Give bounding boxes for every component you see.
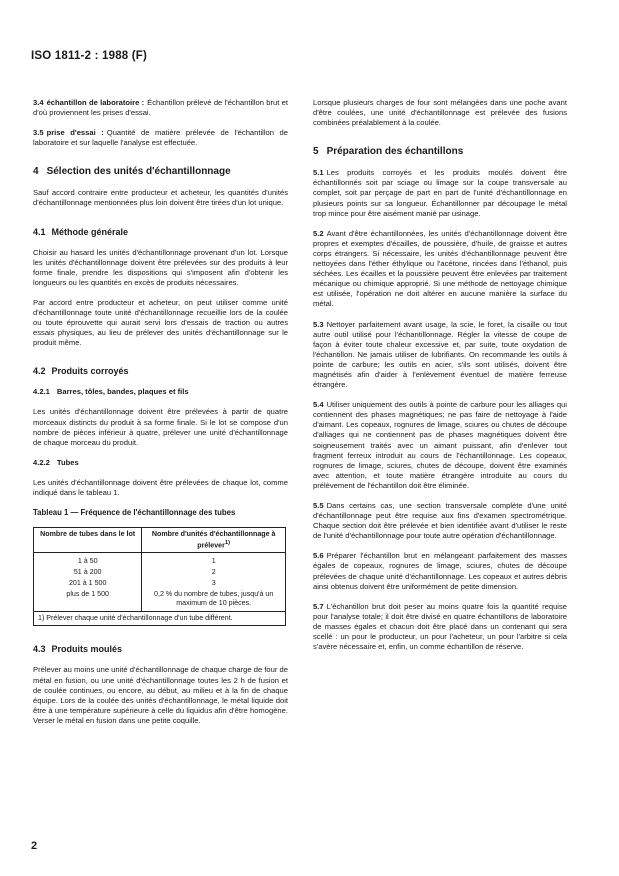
clause-number: 3.5 — [33, 128, 44, 138]
section-5-heading — [313, 146, 567, 158]
section-4-1-heading — [33, 227, 288, 238]
cell-units: 2 — [142, 567, 286, 578]
clause-number: 3.4 — [33, 98, 44, 107]
section-4-3-text: Prélever au moins une unité d'échantillonnage de chaque charge de four de métal en fusion, ou une unité d'échantillonnage toutes les 2 h de fusion et de coulée continues, ou encore, au début, au milieu et à la fin de chaque équipe. Lors de la coulée des unités d'échantillonnage, le métal liquide doit être à une température supérieure à celle du liquidus afin d'être homogène. Verser le métal en fusion dans une petite coquille. — [33, 665, 288, 725]
cell-lot: plus de 1 500 — [34, 589, 142, 612]
term: échantillon de laboratoire : — [46, 98, 145, 107]
clause-5-1 — [313, 168, 567, 218]
clause-number: 5.6 — [313, 551, 324, 561]
section-number: 4 — [33, 166, 39, 178]
clause-number: 5.4 — [313, 400, 324, 410]
clause-5-6 — [313, 551, 567, 591]
left-column — [33, 98, 288, 726]
cell-units: 1 — [142, 553, 286, 568]
section-4-2-heading — [33, 366, 288, 377]
section-title: Sélection des unités d'échantillonnage — [46, 166, 231, 178]
table-row — [34, 553, 286, 568]
section-4-2-2-text: Les unités d'échantillonnage doivent être prélevées de chaque lot, comme indiqué dans le tableau 1. — [33, 477, 288, 497]
clause-text: Les produits corroyés et les produits moulés doivent être échantillonnés soit par sciage ou limage sur la coupe transversale au complet, soit par perçage de part en part de l'unité d'échantillonnage en plusieurs points sur sa longueur. Échantillonner par découpage le métal trop mince pour être aisément manié par usinage. — [313, 168, 567, 218]
clause-number: 5.5 — [313, 501, 324, 510]
section-title: Barres, tôles, bandes, plaques et fils — [56, 387, 189, 397]
table-header-units — [142, 528, 286, 553]
clause-3-5 — [33, 128, 288, 148]
cell-lot: 51 à 200 — [34, 567, 142, 578]
table-header-lot: Nombre de tubes dans le lot — [34, 528, 142, 553]
clause-text: Préparer l'échantillon brut en mélangeant parfaitement des masses égales de copeaux, rognures de limage, sciures, chutes de découpe prélevées de chaque unité d'échantillonnage. Les copeaux et autres débris ainsi obtenus doivent être uniformément de petite dimension. — [313, 551, 567, 591]
term: prise d'essai : — [46, 128, 104, 138]
clause-5-3 — [313, 320, 567, 391]
cell-units: 3 — [142, 578, 286, 589]
table-row — [34, 567, 286, 578]
section-number: 5 — [313, 146, 319, 158]
section-number: 4.2.1 — [33, 387, 50, 397]
clause-5-7 — [313, 602, 567, 652]
section-4-heading — [33, 166, 288, 178]
cell-units: 0,2 % du nombre de tubes, jusqu'à un maximum de 10 pièces. — [142, 589, 286, 612]
section-4-2-1-heading — [33, 387, 288, 397]
header-text: Nombre d'unités d'échantillonnage à prélever — [151, 530, 276, 550]
section-4-1-para-2: Par accord entre producteur et acheteur, on peut utiliser comme unité d'échantillonnage toute unité d'échantillonnage recueillie lors de la coulée ou toute éprouvette qui aurait servi lors d'essais de traction ou autres essais physiques, au lieu de prélever des unités d'échantillonnage sur le produit même. — [33, 297, 288, 348]
section-4-text: Sauf accord contraire entre producteur et acheteur, les quantités d'unités d'échantillonnage mentionnées plus loin doivent être tirées d'un lot unique. — [33, 188, 288, 208]
clause-3-4 — [33, 98, 288, 118]
clause-text: Avant d'être échantillonnées, les unités d'échantillonnage doivent être propres et exemptes d'écailles, de poussière, d'huile, de graisse et autres corps étrangers. Si nécessaire, les unités d'échantillonnage peuvent être nettoyées dans l'éther éthylique ou l'acétone, rincées dans l'éthanol, puis séchées. Les écailles et la poussière peuvent être enlevées par traitement mécanique ou chimique approprié. Si une méthode de nettoyage chimique est utilisée, l'opération ne doit altérer en aucune manière la surface du métal. — [313, 228, 567, 309]
section-title: Produits corroyés — [51, 366, 129, 377]
section-title: Tubes — [56, 457, 79, 467]
section-4-1-para-1: Choisir au hasard les unités d'échantillonnage provenant d'un lot. Lorsque les unités d'échantillonnage doivent être prélevées sur des produits à leur forme finale, prendre les dispositions qui s'imposent afin d'obtenir les longueurs ou les quantités en excès de produits nécessaires. — [33, 247, 288, 287]
page-number: 2 — [31, 840, 38, 852]
clause-number: 5.1 — [313, 168, 324, 178]
clause-text: Quantité de matière prélevée de l'échantillon de laboratoire et sur laquelle l'analyse est effectuée. — [33, 128, 288, 148]
clause-number: 5.7 — [313, 601, 324, 611]
section-number: 4.2 — [33, 366, 46, 377]
document-header: ISO 1811-2 : 1988 (F) — [31, 50, 148, 62]
right-column — [313, 98, 567, 652]
clause-text: Utiliser uniquement des outils à pointe de carbure pour les alliages qui contiennent des phases magnétiques; ne pas faire de nettoyage à l'aide d'aimant. Les copeaux, rognures de limage, sciures ou chutes de découpe d'alliages qui ne contiennent pas de phases magnétiques doivent être soigneusement traités avec un aimant puissant, afin d'enlever tout fragment ferreux introduit au cours de l'échantillonnage. Les copeaux, rognures de limage, sciures, chutes de découpe, doivent être examinés avec attention, et toute matière étrangère introduite au cours du prélèvement de l'échantillon doit être éliminée. — [313, 400, 567, 490]
clause-5-2 — [313, 229, 567, 310]
footnote-marker: 1) — [224, 540, 231, 547]
section-title: Méthode générale — [51, 226, 129, 237]
table-1 — [33, 527, 286, 626]
table-row — [34, 589, 286, 612]
clause-text: Nettoyer parfaitement avant usage, la scie, le foret, la cisaille ou tout autre outil utilisé pour l'échantillonnage. Régler la vitesse de coupe de façon à éviter toute chaleur excessive et, par suite, toute oxydation de l'échantillon. Ne jamais utiliser de lubrifiants. On recommande les outils à pointe de carbure; les outils en acier, s'ils sont utilisés, doivent être magnétisés afin d'aider à l'enlèvement éventuel de matière ferreuse étrangère. — [313, 319, 567, 390]
section-4-2-1-text: Les unités d'échantillonnage doivent être prélevées à partir de quatre morceaux distincts du produit à sa forme finale. Si le lot se compose d'un nombre de pièces inférieur à quatre, prélever une unité d'échantillonnage de chaque morceau du produit. — [33, 407, 288, 447]
section-number: 4.3 — [33, 644, 46, 655]
table-1-caption: Tableau 1 — Fréquence de l'échantillonnage des tubes — [33, 507, 236, 517]
cell-lot: 1 à 50 — [34, 553, 142, 568]
section-title: Produits moulés — [51, 644, 123, 655]
table-row — [34, 578, 286, 589]
section-number: 4.2.2 — [33, 457, 50, 467]
cell-lot: 201 à 1 500 — [34, 578, 142, 589]
clause-number: 5.2 — [313, 228, 324, 238]
section-4-2-2-heading — [33, 458, 288, 468]
clause-number: 5.3 — [313, 319, 324, 329]
section-number: 4.1 — [33, 226, 46, 237]
clause-5-5 — [313, 501, 567, 541]
clause-5-4 — [313, 400, 567, 491]
section-4-3-continued: Lorsque plusieurs charges de four sont mélangées dans une poche avant d'être coulées, une unité d'échantillonnage est prélevée des fusions combinées préalablement à la coulée. — [313, 98, 567, 128]
clause-text: Dans certains cas, une section transversale complète d'une unité d'échantillonnage peut être requise aux fins d'examen spectrométrique. Chaque section doit être prélevée et bien identifiée avant d'utiliser le reste de l'unité d'échantillonnage pour toute autre opération d'échantillonnage. — [313, 501, 567, 541]
clause-text: L'échantillon brut doit peser au moins quatre fois la quantité requise pour l'analyse totale; il doit être divisé en quatre échantillons de laboratoire de masses égales et chacun doit être placé dans un contenant qui sera scellé : un pour le producteur, un pour l'acheteur, un pour l'arbitre si cela s'avère nécessaire et, enfin, un comme échantillon de réserve. — [313, 601, 567, 652]
section-4-3-heading — [33, 644, 288, 655]
clause-text: Échantillon prélevé de l'échantillon brut et d'où proviennent les prises d'essai. — [33, 98, 289, 118]
table-footnote: 1) Prélever chaque unité d'échantillonnage d'un tube différent. — [34, 612, 286, 626]
section-title: Préparation des échantillons — [326, 146, 464, 158]
